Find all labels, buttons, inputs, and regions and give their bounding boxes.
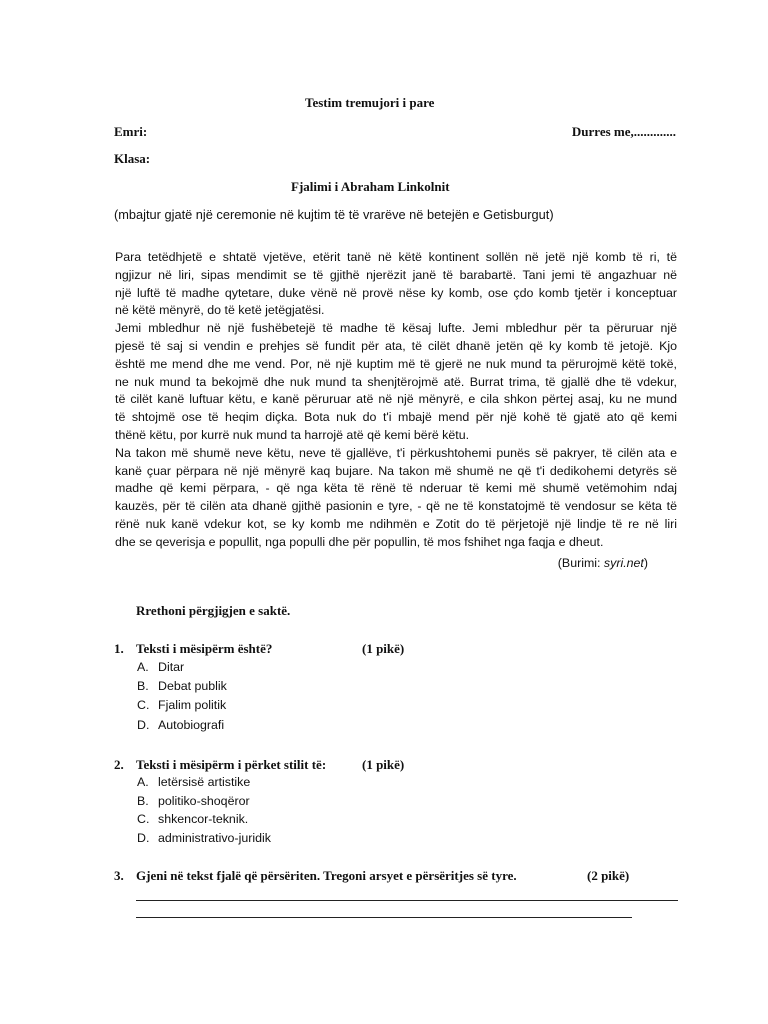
speech-subtitle: (mbajtur gjatë një ceremonie në kujtim të të vrarëve në betejën e Getisburgut) [114,207,554,222]
speech-line: në këtë mënyrë, do të ketë jetëgjatësi. [115,303,325,318]
question-2-text: Teksti i mësipërm i përket stilit të: [136,757,327,772]
question-1-option [137,679,227,693]
option-letter: C. [137,812,150,826]
place-date-label: Durres me,............. [571,124,676,139]
speech-line: ne nuk mund ta bekojmë dhe nuk mund ta shenjtërojmë atë. Burrat trima, të gjallë dhe të vdekur, [115,374,677,389]
question-3-points: (2 pikë) [587,868,630,883]
source-citation [558,556,648,570]
speech-line: Na takon më shumë neve këtu, neve të gjallëve, t'i përkushtohemi punës së pakryer, të cilën ata e [115,445,677,460]
question-3-number: 3. [114,868,124,883]
test-title: Testim tremujori i pare [305,95,435,110]
class-label: Klasa: [114,151,151,166]
option-text: Autobiografi [158,718,225,732]
speech-line: të shtojmë ose të heqim diçka. Bota nuk do t'i mbajë mend për një kohë të gjatë ato që kemi [115,410,677,425]
option-text: shkencor-teknik. [158,812,249,826]
speech-line: rënë nuk kanë vdekur kot, se ky komb me ndihmën e Zotit do të përjetojë një lindje të re në liri [115,516,677,531]
speech-line: ngjizur në liri, sipas mendimit se të gjithë njerëzit janë të barabartë. Tani jemi të angazhuar në [115,267,677,282]
option-letter: A. [137,775,149,789]
question-2-points: (1 pikë) [362,757,405,772]
speech-line: dhe se qeverisja e popullit, nga populli dhe për popullin, të mos fshihet nga faqja e dheut. [115,534,604,549]
question-1-option [137,660,184,674]
source-prefix: (Burimi: [557,556,604,570]
speech-line: pjesë të saj si vendin e prehjes së fundit për ata, të cilët dhanë jetën që ky komb të jetojë. Kjo [115,338,677,353]
name-label: Emri: [114,124,148,139]
speech-title: Fjalimi i Abraham Linkolnit [291,179,450,194]
question-2-number: 2. [114,757,124,772]
question-2-option [137,831,271,845]
speech-line: Para tetëdhjetë e shtatë vjetëve, etërit tanë në këtë kontinent sollën në jetë një komb të ri, të [115,250,677,264]
speech-line: Jemi mbledhur në një fushëbetejë të madhe të kësaj lufte. Jemi mbledhur për ta përuruar një [115,321,677,336]
speech-line: thënë këtu, por kurrë nuk mund ta harrojë atë që kemi bërë këtu. [115,427,470,442]
speech-line: një luftë të madhe qytetare, duke vënë në provë nëse ky komb, ose çdo komb tjetër i konceptuar [115,285,677,300]
speech-line: madhe që kemi përpara, - që nga këta të rënë të nderuar të kemi më shumë vetëmohim ndaj [115,481,677,496]
question-1-option [137,698,226,712]
option-letter: C. [137,698,150,712]
option-text: Fjalim politik [158,698,227,712]
speech-line: kauzës, për të cilën ata dhanë gjithë pasionin e tyre, - që ne të konstatojmë të vendosur se këta të [115,499,677,514]
question-3-text: Gjeni në tekst fjalë që përsëriten. Tregoni arsyet e përsëritjes së tyre. [136,868,517,883]
speech-line: është me mend dhe me vend. Por, në një kuptim më të gjerë ne nuk mund ta përurojmë këtë tokë, [115,356,677,371]
option-text: letërsisë artistike [158,775,251,789]
answer-line[interactable] [136,900,678,901]
option-letter: B. [137,679,149,693]
question-2-option [137,794,250,808]
answer-line[interactable] [136,917,632,918]
speech-line: kanë çuar përpara në një mënyrë kaq bujare. Na takon më shumë ne që t'i dedikohemi detyrës së [115,463,677,478]
option-text: Debat publik [158,679,227,693]
speech-line: të cilët kanë luftuar këtu, e kanë përuruar atë në një mënyrë, e cila shkon përtej asaj, ku ne mund [115,392,677,407]
option-text: politiko-shoqëror [158,794,250,808]
option-text: Ditar [158,660,185,674]
option-letter: D. [137,831,150,845]
question-1-points: (1 pikë) [362,641,405,656]
question-1-text: Teksti i mësipërm është? [136,641,273,656]
option-letter: B. [137,794,149,808]
question-2-option [137,775,250,789]
source-site: syri.net [603,556,644,570]
option-text: administrativo-juridik [158,831,271,845]
question-1-option [137,718,224,732]
source-suffix: ) [643,556,648,570]
instructions: Rrethoni përgjigjen e saktë. [136,603,291,618]
option-letter: D. [137,718,150,732]
question-1-number: 1. [114,641,124,656]
option-letter: A. [137,660,149,674]
question-2-option [137,812,248,826]
speech-text [115,249,677,552]
